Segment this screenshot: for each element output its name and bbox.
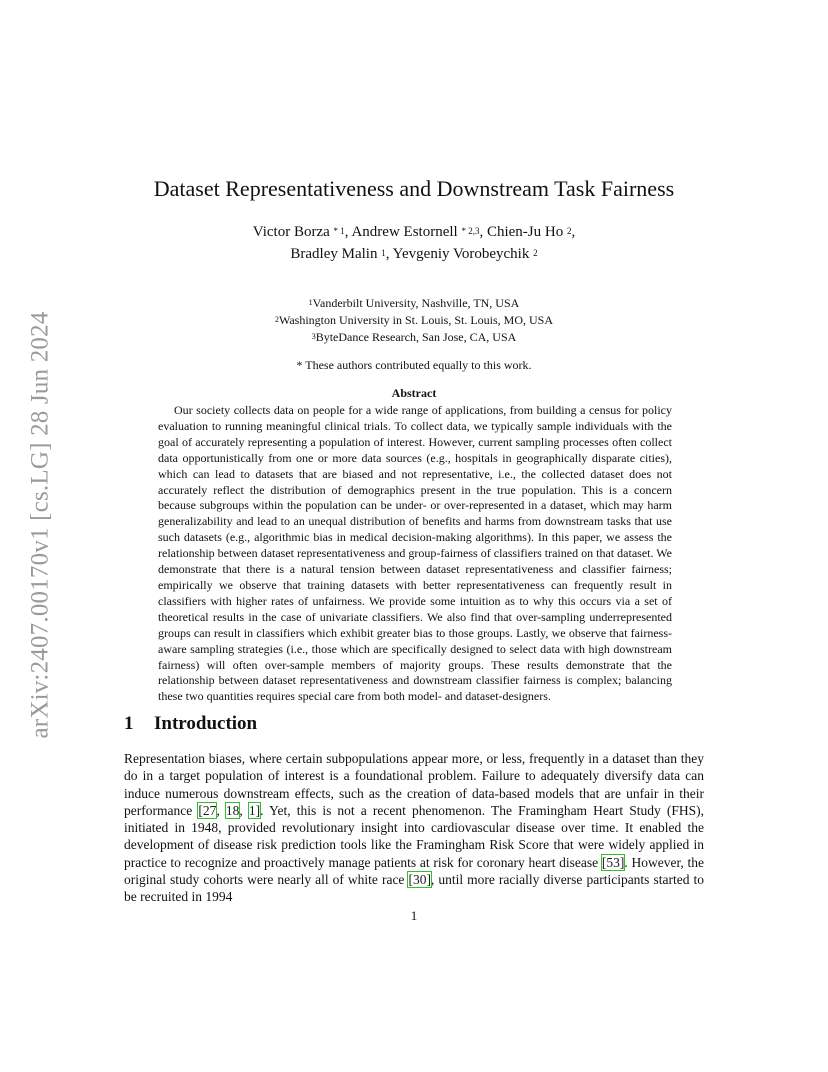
- affiliation-text: Vanderbilt University, Nashville, TN, USA: [312, 296, 520, 310]
- section-number: 1: [124, 713, 134, 734]
- author-name: Victor Borza: [252, 224, 330, 240]
- citation-bracket: [: [198, 802, 203, 818]
- section-title: Introduction: [154, 713, 258, 734]
- arxiv-identifier-sidebar: [24, 290, 56, 760]
- citation-number: 27: [202, 802, 217, 818]
- affiliation-text: ByteDance Research, San Jose, CA, USA: [315, 330, 517, 344]
- affiliation-list: [120, 295, 708, 346]
- affiliation-line: [120, 312, 708, 329]
- intro-paragraph: [124, 750, 704, 906]
- arxiv-identifier-text: arXiv:2407.00170v1 [cs.LG] 28 Jun 2024: [26, 311, 53, 739]
- citation-link[interactable]: [30]: [408, 872, 431, 888]
- affiliation-text: Washington University in St. Louis, St. Louis, MO, USA: [278, 313, 554, 327]
- citation-link[interactable]: [53]: [601, 854, 625, 870]
- section-heading: [124, 713, 257, 735]
- paper-title: Dataset Representativeness and Downstream Task Fairness: [153, 176, 675, 201]
- citation-bracket: ]: [255, 802, 261, 818]
- intro-text: . However, the original study cohorts were nearly all of white race: [124, 854, 704, 888]
- equal-contribution-note: * These authors contributed equally to this work.: [296, 358, 532, 372]
- author-name: Andrew Estornell: [351, 224, 458, 240]
- affiliation-line: [120, 329, 708, 346]
- abstract-body: Our society collects data on people for a wide range of applications, from building a census for policy evaluation to running meaningful clinical trials. To collect data, we typically sample individuals with the goal of accurately representing a population of interest. However, current sampling processes often collect data opportunistically from one or more data sources (e.g., hospitals in geographically disparate cities), which can lead to datasets that are biased and not representative, i.e., the collected dataset does not accurately reflect the distribution of demographics present in the true population. This is a concern because subgroups within the population can be under- or over-represented in a dataset, which may harm generalizability and lead to an unequal distribution of benefits and harms from downstream tasks that use such datasets (e.g., algorithmic bias in medical decision-making algorithms). In this paper, we assess the relationship between dataset representativeness and group-fairness of classifiers trained on that dataset. We demonstrate that there is a natural tension between dataset representativeness and classifier fairness; empirically we observe that training datasets with better representativeness can frequently result in classifiers with higher rates of unfairness. We provide some intuition as to why this occurs via a set of theoretical results in the case of univariate classifiers. We also find that over-sampling underrepresented groups can result in classifiers which exhibit greater bias to those groups. Lastly, we observe that fairness-aware sampling strategies (i.e., those which are specifically designed to select data with high downstream fairness) will often over-sample members of majority groups. These results demonstrate that the relationship between dataset representativeness and downstream classifier fairness is complex; balancing these two quantities requires special care from both model- and dataset-designers.: [158, 403, 672, 704]
- affiliation-mark: 3: [311, 332, 316, 341]
- affiliation-line: [120, 295, 708, 312]
- page-number: 1: [410, 908, 418, 923]
- author-affiliation-mark: 2: [533, 248, 538, 258]
- author-affiliation-mark: 1: [381, 248, 386, 258]
- citation-link[interactable]: [198, 803, 216, 818]
- author-affiliation-mark: * 2,3: [461, 226, 480, 236]
- citation-link[interactable]: 18: [225, 802, 240, 818]
- author-list: Victor Borza $^{* 1}$, Andrew Estornell $^{* 2,3}$, Chien-Ju Ho $^2$, Bradley Malin $^1$, Yevgeniy Vorobeychik $^2$: [252, 224, 576, 262]
- affiliation-mark: 2: [274, 315, 279, 324]
- citation-number: 1: [248, 802, 256, 818]
- intro-text: , until more racially diverse participants started to be recruited in 1994: [124, 872, 704, 905]
- citation-link[interactable]: [249, 803, 260, 818]
- affiliation-mark: 1: [308, 298, 313, 307]
- author-name: Bradley Malin: [290, 246, 378, 262]
- citation-separator: ,: [216, 802, 226, 818]
- intro-text: Representation biases, where certain subpopulations appear more, or less, frequently in a dataset than they do in a target population of interest is a foundational problem. Failure to adequately diversify data can induce numerous downstream effects, such as the creation of data-based models that are unfair in their performance: [124, 751, 704, 818]
- author-affiliation-mark: 2: [566, 226, 572, 236]
- intro-text: . Yet, this is not a recent phenomenon. The Framingham Heart Study (FHS), initiated in 1948, provided revolutionary insight into cardiovascular disease over time. It enabled the development of disease risk prediction tools like the Framingham Risk Score that were widely applied in practice to recognize and proactively manage patients at risk for coronary heart disease: [124, 802, 705, 870]
- abstract-heading: Abstract: [391, 386, 437, 400]
- author-affiliation-mark: * 1: [333, 226, 345, 236]
- citation-separator: ,: [239, 802, 249, 818]
- author-name: Yevgeniy Vorobeychik: [392, 246, 530, 262]
- author-name: Chien-Ju Ho: [486, 224, 564, 240]
